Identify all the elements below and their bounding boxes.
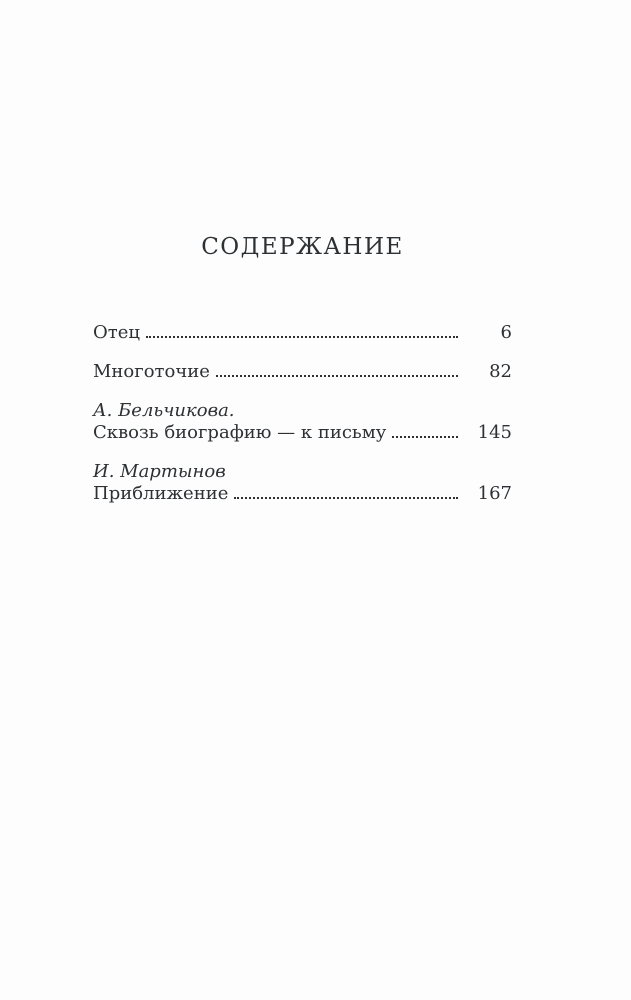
toc-entry-page-number: 145 bbox=[477, 422, 512, 443]
toc-entry-author: И. Мартынов bbox=[93, 461, 226, 482]
dot-leader bbox=[392, 436, 458, 438]
toc-entry bbox=[93, 400, 512, 444]
dot-leader bbox=[216, 375, 458, 377]
page-title: СОДЕРЖАНИЕ bbox=[201, 234, 404, 260]
dot-leader bbox=[234, 497, 458, 499]
toc-entry-line bbox=[93, 322, 512, 344]
dot-leader bbox=[146, 336, 458, 338]
toc-entry-title: Приближение bbox=[93, 483, 229, 504]
toc-entry-line bbox=[93, 422, 512, 444]
toc-entry-title: Многоточие bbox=[93, 361, 210, 382]
toc-entry bbox=[93, 361, 512, 383]
toc-entry-title: Отец bbox=[93, 322, 140, 343]
toc-entry-page-number: 82 bbox=[489, 361, 512, 382]
toc-entry-line bbox=[93, 361, 512, 383]
toc-entry-title: Сквозь биографию — к письму bbox=[93, 422, 387, 443]
toc-list bbox=[93, 322, 512, 522]
toc-entry bbox=[93, 461, 512, 505]
toc-entry-page-number: 167 bbox=[477, 483, 512, 504]
toc-entry-author: А. Бельчикова. bbox=[93, 400, 235, 421]
toc-entry-page-number: 6 bbox=[500, 322, 512, 343]
toc-entry bbox=[93, 322, 512, 344]
toc-entry-line bbox=[93, 483, 512, 505]
